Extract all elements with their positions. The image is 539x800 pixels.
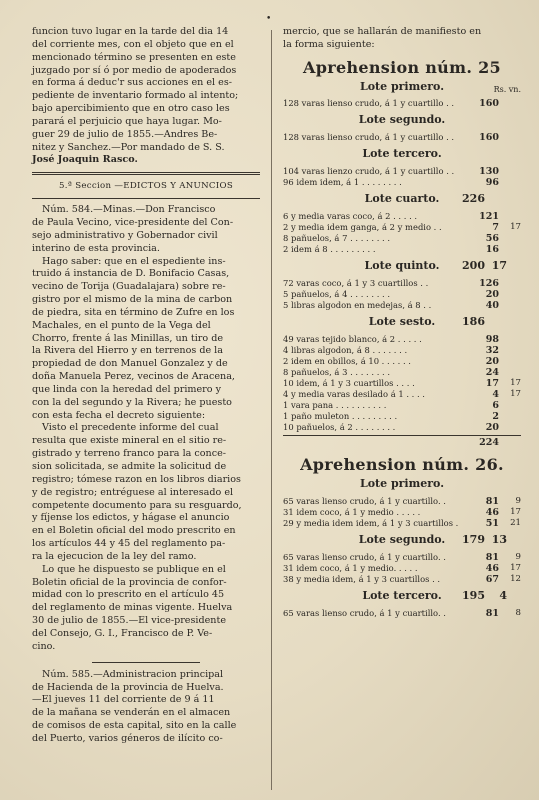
lote-title: Lote tercero. [362, 588, 442, 602]
item-cents: 9 [515, 551, 521, 562]
item-cents [499, 411, 521, 422]
item-cents: 17 [510, 388, 521, 399]
lote-title: Lote tercero. [362, 147, 442, 161]
item-description: 65 varas lienso crudo, á 1 y cuartillo. . [283, 551, 446, 562]
item-row [283, 98, 521, 109]
lote-total [458, 590, 507, 603]
item-description: 1 vara pana . . . . . . . . . . [283, 399, 387, 410]
item-amount: 7 [492, 221, 499, 233]
text-line: Machales, en el punto de la Vega del [32, 319, 211, 331]
text-line: del corriente mes, con el objeto que en el [32, 38, 234, 50]
text-line: resulta que existe mineral en el sitio re- [32, 435, 227, 447]
item-description: 5 libras algodon en medejas, á 8 . . [283, 299, 432, 310]
item-cents [499, 300, 521, 311]
item-amount: 81 [485, 551, 499, 563]
edict-separator [92, 662, 200, 663]
item-cents [499, 367, 521, 378]
section-rule-thin [32, 198, 260, 199]
text-line: 30 de julio de 1855.—El vice-presidente [32, 615, 226, 627]
text-line: Visto el precedente informe del cual [42, 422, 219, 434]
item-row [283, 289, 521, 300]
text-line: cino. [32, 640, 56, 652]
text-line: de comisos de esta capital, sito en la calle [32, 720, 237, 732]
item-description: 2 y media idem ganga, á 2 y medio . . [283, 221, 442, 232]
lote-header [283, 114, 521, 127]
item-cents [499, 422, 521, 433]
item-row [283, 233, 521, 244]
text-line: propiedad de don Manuel Gonzalez y de [32, 358, 228, 370]
lote-header [283, 316, 521, 329]
item-row [283, 507, 521, 518]
item-description: 2 idem á 8 . . . . . . . . . [283, 243, 376, 254]
text-line: del reglamento de minas vigente. Huelva [32, 602, 233, 614]
item-row [283, 400, 521, 411]
text-line: vecino de Torija (Guadalajara) sobre re- [32, 281, 226, 293]
text-line: sion solicitada, se admite la solicitud de [32, 461, 227, 472]
item-cents [499, 98, 521, 109]
text-line: —El jueves 11 del corriente de 9 á 11 [32, 694, 215, 706]
item-row [283, 166, 521, 177]
item-row [283, 244, 521, 255]
text-line: guer 29 de julio de 1855.—Andres Be- [32, 128, 218, 140]
lote-title: Lote segundo. [358, 113, 446, 127]
item-row [283, 367, 521, 378]
item-amount: 32 [485, 344, 499, 356]
item-cents [499, 211, 521, 222]
item-amount: 16 [485, 243, 499, 255]
text-line: mencionado término se presenten en este [32, 51, 236, 63]
item-description: 72 varas coco, á 1 y 3 cuartillos . . [283, 277, 429, 288]
item-cents: 8 [515, 607, 521, 618]
item-cents [499, 166, 521, 177]
text-line: Chorro, frente á las Minillas, un tiro de [32, 332, 224, 344]
aprehension-title: Aprehension núm. 26. [300, 455, 504, 475]
left-column [32, 26, 260, 746]
text-line: la forma siguiente: [283, 38, 375, 50]
lote-total [458, 316, 507, 329]
text-line: en forma á deduc'r sus acciones en el es- [32, 77, 232, 89]
item-row [283, 496, 521, 507]
text-line: parará el perjuicio que haya lugar. Mo- [32, 115, 222, 127]
item-cents [499, 233, 521, 244]
lote-total-amount: 200 [462, 258, 485, 272]
text-line: interino de esta provincia. [32, 242, 160, 254]
lote-total-amount: 226 [462, 192, 485, 206]
item-amount: 20 [485, 355, 499, 367]
item-row [283, 574, 521, 585]
units-header: Rs. vn. [493, 84, 521, 94]
edict-585 [32, 669, 260, 746]
right-column [283, 26, 521, 619]
text-line: gistro por el mismo de la mina de carbon [32, 294, 233, 306]
lote-total-cents: 13 [491, 533, 507, 547]
item-amount: 56 [485, 232, 499, 244]
item-row [283, 334, 521, 345]
text-line: competente documento para su resguardo, [32, 499, 242, 511]
item-cents [499, 244, 521, 255]
item-amount: 20 [485, 288, 499, 300]
text-line: Núm. 584.—Minas.—Don Francisco [42, 204, 216, 216]
item-description: 31 idem coco, á 1 y medio. . . . . [283, 562, 418, 573]
text-line: gistrado y terreno franco para la conce- [32, 448, 227, 460]
top-mark: • [266, 14, 272, 24]
item-description: 31 idem coco, á 1 y medio . . . . . [283, 507, 421, 518]
text-line: del Puerto, varios géneros de ilícito co- [32, 732, 223, 744]
lote-title: Lote primero. [359, 477, 445, 491]
text-line: y de registro; entréguese al interesado el [32, 486, 234, 498]
item-cents: 21 [510, 518, 521, 529]
item-cents: 17 [510, 562, 521, 573]
text-line: en el Boletin oficial del modo prescrito en [32, 525, 236, 537]
text-line: doña Manuela Perez, vecinos de Aracena, [32, 371, 235, 383]
text-line: Núm. 585.—Administracion principal [42, 668, 224, 680]
item-description: 38 y media idem, á 1 y 3 cuartillos . . [283, 573, 441, 584]
item-row [283, 132, 521, 143]
lote-total-amount: 195 [462, 588, 485, 602]
text-line: funcion tuvo lugar en la tarde del dia 14 [32, 26, 229, 37]
item-row [283, 389, 521, 400]
item-amount: 126 [479, 277, 499, 289]
lote-total [458, 260, 507, 273]
item-amount: 98 [485, 333, 499, 345]
lote-total-amount: 179 [462, 533, 485, 547]
text-line: y fíjense los edictos, y hágase el anuncio [32, 512, 230, 524]
aprehension-list [283, 57, 521, 619]
item-description: 4 libras algodon, á 8 . . . . . . . [283, 344, 408, 355]
lote-title: Lote cuarto. [364, 192, 440, 206]
item-amount: 4 [492, 388, 499, 400]
item-cents: 12 [510, 573, 521, 584]
lote-header [283, 534, 521, 547]
item-amount: 130 [479, 166, 499, 178]
edict-584 [32, 204, 260, 654]
aprehension-title: Aprehension núm. 25 [303, 57, 501, 77]
item-cents [499, 334, 521, 345]
item-amount: 6 [492, 399, 499, 411]
item-row [283, 552, 521, 563]
item-row [283, 345, 521, 356]
item-description: 5 pañuelos, á 4 . . . . . . . . [283, 288, 391, 299]
text-line: la Rivera del Hierro y en terrenos de la [32, 345, 223, 357]
text-line: mercio, que se hallarán de manifiesto en [283, 26, 482, 37]
item-amount: 160 [479, 98, 499, 110]
text-line: sejo administrativo y Gobernador civil [32, 229, 218, 241]
text-line: con la del segundo y la Rivera; he puesto [32, 396, 232, 408]
item-row [283, 411, 521, 422]
item-row [283, 211, 521, 222]
item-description: 8 pañuelos, á 3 . . . . . . . . [283, 366, 391, 377]
item-amount: 40 [485, 299, 499, 311]
lote-sum: 224 [283, 435, 521, 450]
item-description: 104 varas lienzo crudo, á 1 y cuartillo . . [283, 166, 455, 177]
intro-paragraph [32, 26, 260, 167]
item-description: 4 y media varas desilado á 1 . . . . [283, 388, 425, 399]
item-row [283, 278, 521, 289]
item-cents: 17 [510, 377, 521, 388]
text-line: Hago saber: que en el espediente ins- [42, 255, 226, 267]
item-description: 96 idem idem, á 1 . . . . . . . . [283, 177, 402, 188]
lote-total-amount: 186 [462, 314, 485, 328]
item-description: 29 y media idem idem, á 1 y 3 cuartillos . [283, 518, 459, 529]
item-amount: 24 [485, 366, 499, 378]
lote-header [283, 193, 521, 206]
text-line: de Hacienda de la provincia de Huelva. [32, 681, 224, 693]
text-line: de Paula Vecino, vice-presidente del Con- [32, 216, 234, 228]
item-amount: 81 [485, 496, 499, 508]
lote-header [283, 81, 521, 94]
text-line: José Joaquin Rasco. [32, 154, 138, 166]
item-description: 10 pañuelos, á 2 . . . . . . . . [283, 421, 396, 432]
item-amount: 20 [485, 421, 499, 433]
text-line: bajo apercibimiento que en otro caso les [32, 103, 230, 115]
lote-total-cents: 4 [499, 588, 507, 602]
lote-title: Lote quinto. [364, 258, 440, 272]
item-description: 65 varas lienso crudo, á 1 y cuartillo. . [283, 607, 446, 618]
text-line: ra la ejecucion de la ley del ramo. [32, 550, 197, 562]
lote-header [283, 148, 521, 161]
item-amount: 46 [485, 507, 499, 519]
lote-header [283, 478, 521, 491]
item-amount: 46 [485, 562, 499, 574]
item-cents [499, 289, 521, 300]
text-line: de piedra, sita en término de Zufre en los [32, 306, 235, 318]
item-cents: 17 [510, 221, 521, 232]
lote-total [458, 193, 507, 206]
lote-title: Lote sesto. [368, 314, 436, 328]
item-description: 128 varas lienso crudo, á 1 y cuartillo . . [283, 98, 455, 109]
item-amount: 121 [479, 210, 499, 222]
text-line: los artículos 44 y 45 del reglamento pa- [32, 538, 226, 550]
text-line: juzgado por sí ó por medio de apoderados [32, 64, 237, 76]
text-line: con esta fecha el decreto siguiente: [32, 409, 206, 421]
item-description: 128 varas lienso crudo, á 1 y cuartillo . . [283, 132, 455, 143]
item-amount: 2 [492, 410, 499, 422]
item-cents [499, 400, 521, 411]
right-intro [283, 26, 521, 52]
text-line: nitez y Sanchez.—Por mandado de S. S. [32, 141, 225, 153]
item-description: 8 pañuelos, á 7 . . . . . . . . [283, 232, 391, 243]
item-description: 49 varas tejido blanco, á 2 . . . . . [283, 333, 422, 344]
text-line: del Consejo, G. I., Francisco de P. Ve- [32, 627, 213, 639]
item-row [283, 222, 521, 233]
text-line: Boletin oficial de la provincia de confor- [32, 576, 227, 588]
section-rule [32, 172, 260, 175]
item-cents: 9 [515, 496, 521, 507]
lote-title: Lote primero. [359, 79, 445, 93]
item-row [283, 608, 521, 619]
text-line: midad con lo prescrito en el artículo 45 [32, 589, 225, 601]
item-amount: 160 [479, 132, 499, 144]
item-row [283, 378, 521, 389]
item-row [283, 422, 521, 433]
item-amount: 67 [485, 573, 499, 585]
text-line: que linda con la heredad del primero y [32, 383, 221, 395]
lote-total [458, 534, 507, 547]
item-description: 1 paño muleton . . . . . . . . . [283, 410, 398, 421]
lote-header [283, 260, 521, 273]
lote-header [283, 590, 521, 603]
item-description: 10 idem, á 1 y 3 cuartillos . . . . [283, 377, 415, 388]
item-row [283, 300, 521, 311]
text-line: truido á instancia de D. Bonifacio Casas, [32, 268, 230, 280]
item-row [283, 177, 521, 188]
column-divider [271, 30, 272, 790]
item-amount: 96 [485, 177, 499, 189]
text-line: pediente de inventario formado al intento; [32, 90, 239, 102]
item-cents [499, 345, 521, 356]
item-amount: 17 [485, 377, 499, 389]
text-line: de la mañana se venderán en el almacen [32, 707, 231, 719]
item-description: 6 y media varas coco, á 2 . . . . . [283, 210, 418, 221]
item-cents [499, 278, 521, 289]
section-heading: 5.ª Seccion —EDICTOS Y ANUNCIOS [58, 181, 234, 192]
item-row [283, 563, 521, 574]
item-cents [499, 177, 521, 188]
item-row [283, 518, 521, 529]
item-amount: 51 [485, 518, 499, 530]
item-amount: 81 [485, 607, 499, 619]
item-row [283, 356, 521, 367]
lote-title: Lote segundo. [358, 533, 446, 547]
item-description: 65 varas lienso crudo, á 1 y cuartillo. . [283, 496, 446, 507]
item-cents [499, 132, 521, 143]
item-description: 2 idem en obillos, á 10 . . . . . . [283, 355, 411, 366]
text-line: Lo que he dispuesto se publique en el [42, 563, 226, 575]
text-line: registro; tómese razon en los libros diarios [32, 473, 241, 485]
item-cents [499, 356, 521, 367]
item-cents: 17 [510, 507, 521, 518]
lote-total-cents: 17 [491, 258, 507, 272]
